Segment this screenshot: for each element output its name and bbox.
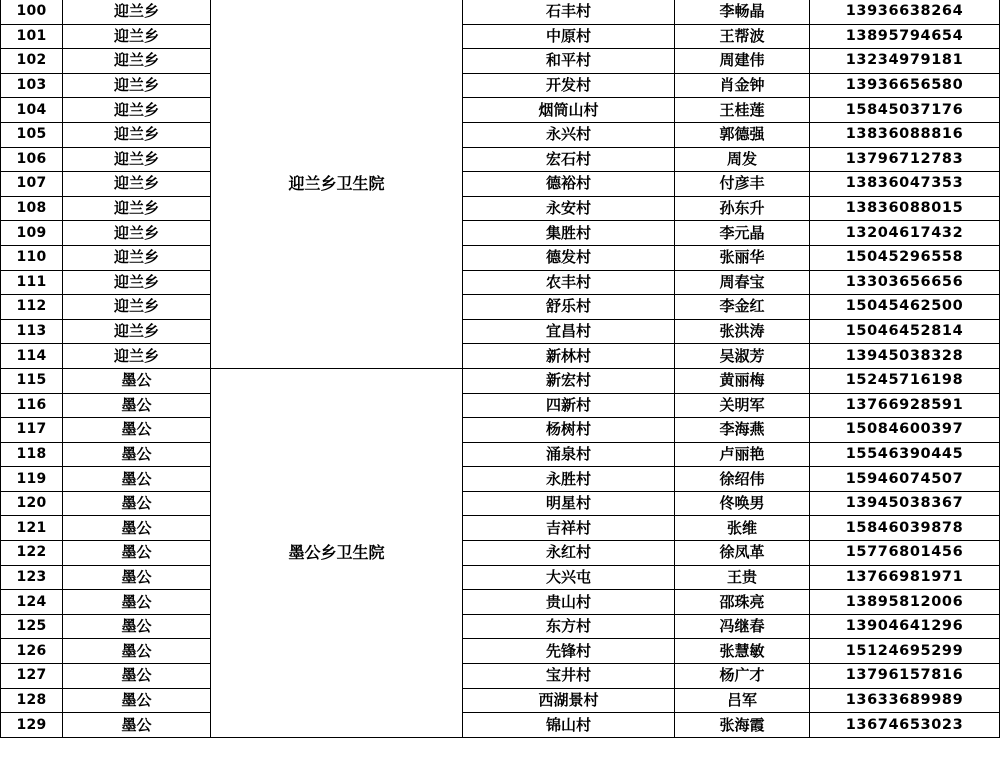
village-cell: 明星村 — [463, 491, 675, 516]
contact-name-cell: 李畅晶 — [675, 0, 810, 24]
phone-number-cell: 13895794654 — [810, 24, 1000, 49]
village-cell: 舒乐村 — [463, 295, 675, 320]
phone-number-cell: 13766928591 — [810, 393, 1000, 418]
row-number-cell: 118 — [1, 442, 63, 467]
village-cell: 永红村 — [463, 541, 675, 566]
village-cell: 东方村 — [463, 614, 675, 639]
row-number-cell: 125 — [1, 614, 63, 639]
contact-name-cell: 冯继春 — [675, 614, 810, 639]
phone-number-cell: 13303656656 — [810, 270, 1000, 295]
row-number-cell: 129 — [1, 713, 63, 738]
township-cell: 迎兰乡 — [63, 221, 211, 246]
table-row — [1, 24, 1000, 49]
township-cell: 墨公 — [63, 516, 211, 541]
village-cell: 杨树村 — [463, 418, 675, 443]
township-cell: 迎兰乡 — [63, 98, 211, 123]
township-cell: 迎兰乡 — [63, 73, 211, 98]
contact-name-cell: 李元晶 — [675, 221, 810, 246]
row-number-cell: 115 — [1, 368, 63, 393]
contact-name-cell: 张洪涛 — [675, 319, 810, 344]
township-cell: 墨公 — [63, 590, 211, 615]
row-number-cell: 113 — [1, 319, 63, 344]
row-number-cell: 106 — [1, 147, 63, 172]
row-number-cell: 107 — [1, 172, 63, 197]
table-row — [1, 122, 1000, 147]
table-row — [1, 196, 1000, 221]
contact-name-cell: 徐凤革 — [675, 541, 810, 566]
township-cell: 迎兰乡 — [63, 245, 211, 270]
phone-number-cell: 15846039878 — [810, 516, 1000, 541]
contact-name-cell: 周建伟 — [675, 49, 810, 74]
township-cell: 墨公 — [63, 393, 211, 418]
row-number-cell: 127 — [1, 664, 63, 689]
table-body — [1, 0, 1000, 737]
township-cell: 墨公 — [63, 541, 211, 566]
village-cell: 宏石村 — [463, 147, 675, 172]
township-cell: 墨公 — [63, 713, 211, 738]
phone-number-cell: 13904641296 — [810, 614, 1000, 639]
phone-number-cell: 15084600397 — [810, 418, 1000, 443]
village-cell: 和平村 — [463, 49, 675, 74]
village-cell: 中原村 — [463, 24, 675, 49]
village-cell: 永胜村 — [463, 467, 675, 492]
village-cell: 涌泉村 — [463, 442, 675, 467]
village-cell: 先锋村 — [463, 639, 675, 664]
phone-number-cell: 13936638264 — [810, 0, 1000, 24]
phone-number-cell: 13766981971 — [810, 565, 1000, 590]
table-row — [1, 245, 1000, 270]
row-number-cell: 121 — [1, 516, 63, 541]
village-cell: 烟筒山村 — [463, 98, 675, 123]
table-row — [1, 565, 1000, 590]
contact-name-cell: 黄丽梅 — [675, 368, 810, 393]
table-row — [1, 393, 1000, 418]
row-number-cell: 110 — [1, 245, 63, 270]
row-number-cell: 102 — [1, 49, 63, 74]
table-row — [1, 664, 1000, 689]
contact-name-cell: 吴淑芳 — [675, 344, 810, 369]
phone-number-cell: 13836088816 — [810, 122, 1000, 147]
phone-number-cell: 13633689989 — [810, 688, 1000, 713]
village-cell: 德裕村 — [463, 172, 675, 197]
township-cell: 墨公 — [63, 565, 211, 590]
table-row — [1, 172, 1000, 197]
contact-name-cell: 李海燕 — [675, 418, 810, 443]
contact-name-cell: 肖金钟 — [675, 73, 810, 98]
row-number-cell: 123 — [1, 565, 63, 590]
township-cell: 墨公 — [63, 688, 211, 713]
table-row — [1, 467, 1000, 492]
table-row — [1, 590, 1000, 615]
table-row — [1, 516, 1000, 541]
health-center-cell: 迎兰乡卫生院 — [211, 0, 463, 368]
row-number-cell: 124 — [1, 590, 63, 615]
township-cell: 迎兰乡 — [63, 122, 211, 147]
table-row — [1, 319, 1000, 344]
contact-name-cell: 徐绍伟 — [675, 467, 810, 492]
row-number-cell: 101 — [1, 24, 63, 49]
table-row — [1, 541, 1000, 566]
phone-number-cell: 15546390445 — [810, 442, 1000, 467]
village-cell: 锦山村 — [463, 713, 675, 738]
phone-number-cell: 13204617432 — [810, 221, 1000, 246]
township-cell: 迎兰乡 — [63, 295, 211, 320]
village-cell: 德发村 — [463, 245, 675, 270]
row-number-cell: 128 — [1, 688, 63, 713]
township-cell: 墨公 — [63, 639, 211, 664]
village-cell: 宝井村 — [463, 664, 675, 689]
table-row — [1, 491, 1000, 516]
table-row — [1, 147, 1000, 172]
township-cell: 迎兰乡 — [63, 0, 211, 24]
contact-name-cell: 邵珠亮 — [675, 590, 810, 615]
phone-number-cell: 15045462500 — [810, 295, 1000, 320]
contact-name-cell: 周春宝 — [675, 270, 810, 295]
township-cell: 墨公 — [63, 368, 211, 393]
village-cell: 石丰村 — [463, 0, 675, 24]
phone-number-cell: 13836088015 — [810, 196, 1000, 221]
village-cell: 西湖景村 — [463, 688, 675, 713]
row-number-cell: 122 — [1, 541, 63, 566]
row-number-cell: 126 — [1, 639, 63, 664]
contact-name-cell: 孙东升 — [675, 196, 810, 221]
village-cell: 永兴村 — [463, 122, 675, 147]
contact-name-cell: 付彦丰 — [675, 172, 810, 197]
contact-name-cell: 张慧敏 — [675, 639, 810, 664]
row-number-cell: 119 — [1, 467, 63, 492]
table-row — [1, 442, 1000, 467]
village-cell: 吉祥村 — [463, 516, 675, 541]
phone-number-cell: 15776801456 — [810, 541, 1000, 566]
township-cell: 墨公 — [63, 418, 211, 443]
table-row — [1, 0, 1000, 24]
township-cell: 迎兰乡 — [63, 24, 211, 49]
phone-number-cell: 13945038367 — [810, 491, 1000, 516]
row-number-cell: 105 — [1, 122, 63, 147]
contact-name-cell: 王桂莲 — [675, 98, 810, 123]
table-row — [1, 614, 1000, 639]
table-row — [1, 688, 1000, 713]
township-cell: 迎兰乡 — [63, 49, 211, 74]
village-cell: 农丰村 — [463, 270, 675, 295]
row-number-cell: 108 — [1, 196, 63, 221]
table-row — [1, 73, 1000, 98]
row-number-cell: 117 — [1, 418, 63, 443]
phone-number-cell: 13945038328 — [810, 344, 1000, 369]
township-cell: 墨公 — [63, 664, 211, 689]
row-number-cell: 111 — [1, 270, 63, 295]
township-cell: 迎兰乡 — [63, 147, 211, 172]
township-cell: 墨公 — [63, 491, 211, 516]
row-number-cell: 109 — [1, 221, 63, 246]
row-number-cell: 112 — [1, 295, 63, 320]
phone-number-cell: 13674653023 — [810, 713, 1000, 738]
phone-number-cell: 15124695299 — [810, 639, 1000, 664]
phone-number-cell: 13936656580 — [810, 73, 1000, 98]
township-cell: 迎兰乡 — [63, 319, 211, 344]
village-cell: 四新村 — [463, 393, 675, 418]
village-cell: 大兴屯 — [463, 565, 675, 590]
phone-number-cell: 15045296558 — [810, 245, 1000, 270]
table-row — [1, 221, 1000, 246]
township-cell: 迎兰乡 — [63, 196, 211, 221]
phone-number-cell: 13836047353 — [810, 172, 1000, 197]
village-cell: 新宏村 — [463, 368, 675, 393]
contact-name-cell: 郭德强 — [675, 122, 810, 147]
contact-name-cell: 张维 — [675, 516, 810, 541]
phone-number-cell: 13796712783 — [810, 147, 1000, 172]
phone-number-cell: 15946074507 — [810, 467, 1000, 492]
row-number-cell: 114 — [1, 344, 63, 369]
township-cell: 迎兰乡 — [63, 270, 211, 295]
village-cell: 永安村 — [463, 196, 675, 221]
contact-name-cell: 佟唤男 — [675, 491, 810, 516]
village-cell: 新林村 — [463, 344, 675, 369]
contact-name-cell: 王帮波 — [675, 24, 810, 49]
row-number-cell: 104 — [1, 98, 63, 123]
contact-name-cell: 卢丽艳 — [675, 442, 810, 467]
table-row — [1, 713, 1000, 738]
row-number-cell: 100 — [1, 0, 63, 24]
contact-name-cell: 关明军 — [675, 393, 810, 418]
row-number-cell: 116 — [1, 393, 63, 418]
village-cell: 贵山村 — [463, 590, 675, 615]
contact-name-cell: 杨广才 — [675, 664, 810, 689]
township-cell: 墨公 — [63, 467, 211, 492]
health-center-cell: 墨公乡卫生院 — [211, 368, 463, 737]
table-row — [1, 49, 1000, 74]
phone-number-cell: 13895812006 — [810, 590, 1000, 615]
village-cell: 开发村 — [463, 73, 675, 98]
township-cell: 迎兰乡 — [63, 344, 211, 369]
table-row — [1, 639, 1000, 664]
contact-name-cell: 吕军 — [675, 688, 810, 713]
phone-number-cell: 15845037176 — [810, 98, 1000, 123]
phone-number-cell: 15245716198 — [810, 368, 1000, 393]
contact-name-cell: 李金红 — [675, 295, 810, 320]
township-cell: 墨公 — [63, 442, 211, 467]
village-cell: 集胜村 — [463, 221, 675, 246]
table-row — [1, 418, 1000, 443]
table-row — [1, 344, 1000, 369]
contact-name-cell: 张丽华 — [675, 245, 810, 270]
phone-number-cell: 15046452814 — [810, 319, 1000, 344]
table-row — [1, 295, 1000, 320]
phone-number-cell: 13796157816 — [810, 664, 1000, 689]
table-row — [1, 98, 1000, 123]
phone-number-cell: 13234979181 — [810, 49, 1000, 74]
row-number-cell: 103 — [1, 73, 63, 98]
table-row — [1, 270, 1000, 295]
village-cell: 宜昌村 — [463, 319, 675, 344]
table-row — [1, 368, 1000, 393]
row-number-cell: 120 — [1, 491, 63, 516]
contact-name-cell: 周发 — [675, 147, 810, 172]
contact-name-cell: 张海霞 — [675, 713, 810, 738]
contact-name-cell: 王贵 — [675, 565, 810, 590]
township-cell: 迎兰乡 — [63, 172, 211, 197]
township-cell: 墨公 — [63, 614, 211, 639]
